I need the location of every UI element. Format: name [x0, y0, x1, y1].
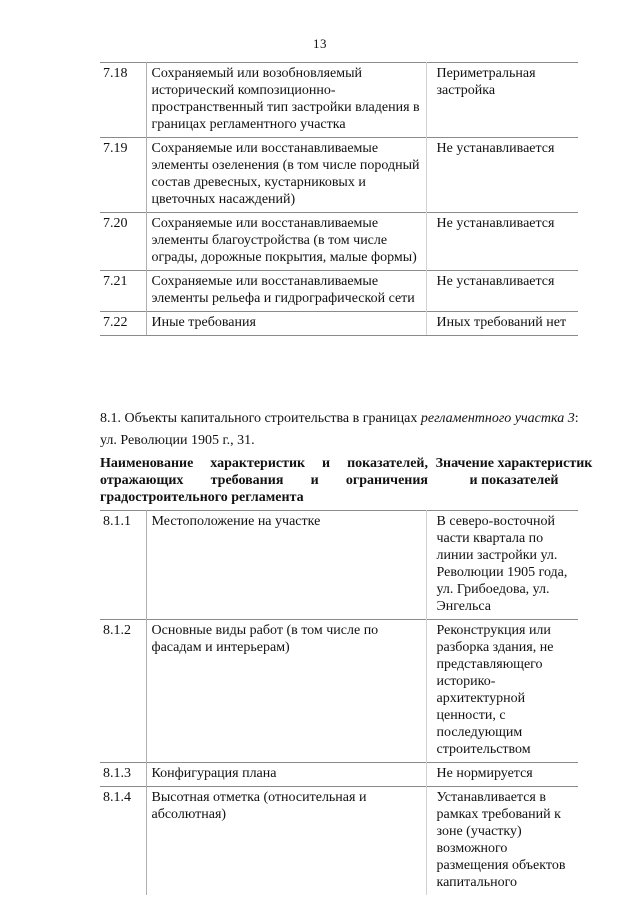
row-characteristic: Сохраняемые или восстанавливаемые элементы озеленения (в том числе породный состав древесных, кустарниковых и цветочных насаждений) [146, 138, 426, 213]
section-heading-emphasis: регламентного участка 3 [420, 411, 575, 426]
row-value: Иных требований нет [426, 312, 578, 336]
section-heading-prefix: 8.1. Объекты капитального строительства в границах [100, 411, 421, 426]
row-number: 7.19 [100, 138, 146, 213]
table-row [100, 620, 578, 763]
row-value: В северо-восточной части квартала по линии застройки ул. Революции 1905 года, ул. Грибоедова, ул. Энгельса [426, 511, 578, 620]
row-number: 7.22 [100, 312, 146, 336]
row-value: Реконструкция или разборка здания, не представляющего историко-архитектурной ценности, с последующим строительством [426, 620, 578, 763]
row-characteristic: Основные виды работ (в том числе по фасадам и интерьерам) [146, 620, 426, 763]
table-row [100, 763, 578, 787]
row-characteristic: Высотная отметка (относительная и абсолютная) [146, 787, 426, 896]
row-characteristic: Конфигурация плана [146, 763, 426, 787]
row-number: 8.1.1 [100, 511, 146, 620]
row-value: Не устанавливается [426, 138, 578, 213]
row-number: 8.1.2 [100, 620, 146, 763]
row-characteristic: Сохраняемые или восстанавливаемые элементы рельефа и гидрографической сети [146, 271, 426, 312]
row-number: 7.21 [100, 271, 146, 312]
row-characteristic: Сохраняемый или возобновляемый исторический композиционно-пространственный тип застройки владения в границах регламентного участка [146, 63, 426, 138]
row-number: 8.1.4 [100, 787, 146, 896]
row-number: 7.20 [100, 213, 146, 271]
row-value: Не нормируется [426, 763, 578, 787]
requirements-table-7 [100, 62, 578, 336]
table-row [100, 63, 578, 138]
row-value: Не устанавливается [426, 213, 578, 271]
row-value: Периметральная застройка [426, 63, 578, 138]
row-characteristic: Местоположение на участке [146, 511, 426, 620]
table-row [100, 511, 578, 620]
page-number: 13 [313, 36, 327, 51]
table-row [100, 312, 578, 336]
requirements-table-8 [100, 510, 578, 895]
table-row [100, 213, 578, 271]
row-number: 7.18 [100, 63, 146, 138]
row-characteristic: Сохраняемые или восстанавливаемые элементы благоустройства (в том числе ограды, дорожные покрытия, малые формы) [146, 213, 426, 271]
row-value: Не устанавливается [426, 271, 578, 312]
table-row [100, 271, 578, 312]
row-value: Устанавливается в рамках требований к зоне (участку) возможного размещения объектов капитального [426, 787, 578, 896]
row-characteristic: Иные требования [146, 312, 426, 336]
section-heading-suffix: : ул. Революции 1905 г., 31. [100, 411, 579, 448]
section-heading [100, 408, 590, 452]
row-number: 8.1.3 [100, 763, 146, 787]
table-row [100, 787, 578, 896]
table-row [100, 138, 578, 213]
header-values: Значение характеристик и показателей [435, 456, 593, 488]
header-characteristics: Наименование характеристик и показателей, отражающих требования и ограничения градостроительного регламента [100, 456, 428, 505]
